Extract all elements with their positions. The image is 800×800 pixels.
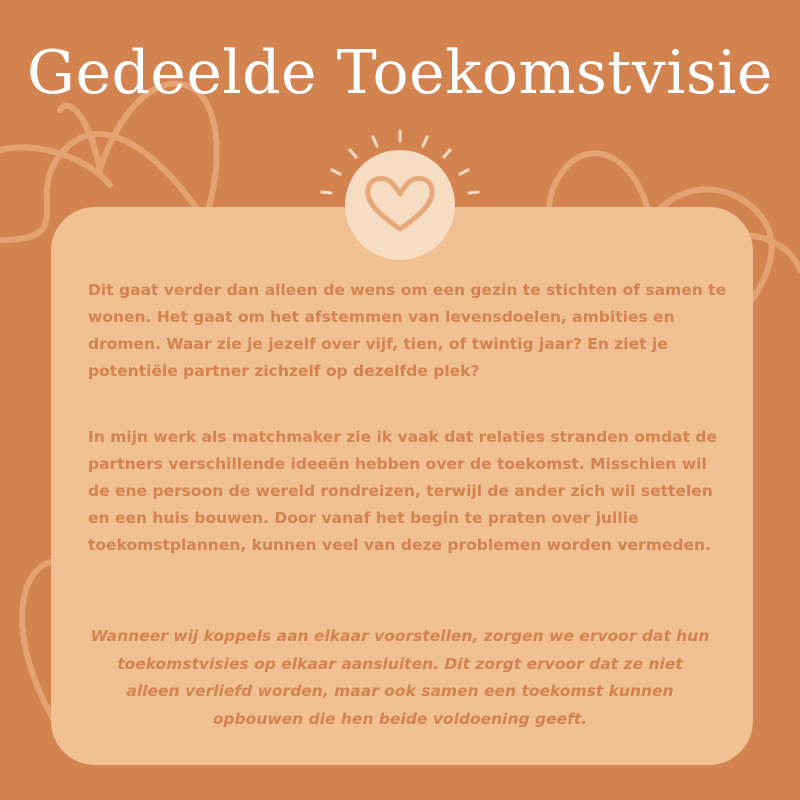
page-title: Gedeelde Toekomstvisie bbox=[27, 38, 773, 108]
matchmaker-paragraph: In mijn werk als matchmaker zie ik vaak dat relaties stranden omdat de partners verschillende ideeën hebben over de toekomst. Misschien wil de ene persoon de wereld rondreizen, terwijl de ander zich wil settelen en een huis bouwen. Door vanaf het begin te praten over jullie toekomstplannen, kunnen veel van deze problemen worden vermeden. bbox=[88, 428, 717, 554]
sun-heart-emblem bbox=[300, 125, 500, 285]
closing-quote: Wanneer wij koppels aan elkaar voorstellen, zorgen we ervoor dat hun toekomstvisies op elkaar aansluiten. Dit zorgt ervoor dat ze niet alleen verliefd worden, maar ook samen een toekomst kunnen opbouwen die hen beide voldoening geeft. bbox=[90, 627, 710, 728]
intro-paragraph: Dit gaat verder dan alleen de wens om een gezin te stichten of samen te wonen. Het gaat om het afstemmen van levensdoelen, ambities en dromen. Waar zie je jezelf over vijf, tien, of twintig jaar? En ziet je potentiële partner zichzelf op dezelfde plek? bbox=[88, 281, 727, 380]
